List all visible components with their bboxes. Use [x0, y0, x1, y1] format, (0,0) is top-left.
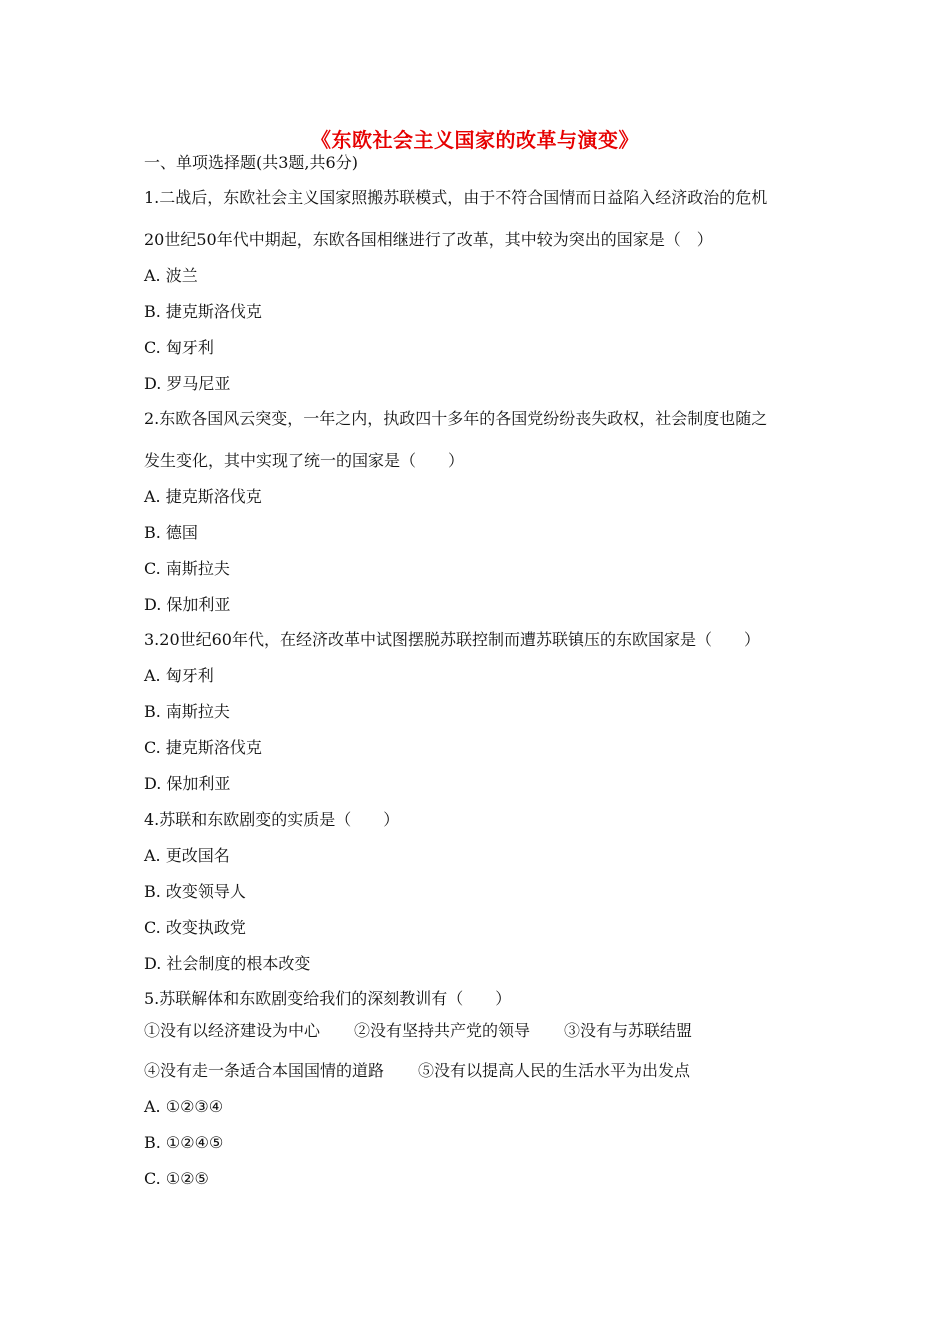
q2-stem-line1: 2.东欧各国风云突变，一年之内，执政四十多年的各国党纷纷丧失政权，社会制度也随之: [144, 409, 768, 428]
q2-option-a: A. 捷克斯洛伐克: [144, 487, 262, 506]
q1-option-d: D. 罗马尼亚: [144, 374, 231, 393]
q5-statements-row2: [144, 1061, 690, 1081]
q4-option-d: D. 社会制度的根本改变: [144, 954, 311, 973]
q2-option-d: D. 保加利亚: [144, 595, 231, 614]
q2-option-b: B. 德国: [144, 523, 198, 542]
q4-stem-line1: 4.苏联和东欧剧变的实质是（ ）: [144, 810, 400, 829]
q5-statements-row1: [144, 1021, 692, 1041]
q5-option-b: B. ①②④⑤: [144, 1133, 224, 1152]
q3-option-c: C. 捷克斯洛伐克: [144, 738, 262, 757]
q3-option-a: A. 匈牙利: [144, 666, 214, 685]
q5-stem-line1: 5.苏联解体和东欧剧变给我们的深刻教训有（ ）: [144, 989, 512, 1008]
q5-statement-4: ④没有走一条适合本国国情的道路: [144, 1061, 385, 1080]
q5-option-a: A. ①②③④: [144, 1097, 224, 1116]
q5-statement-1: ①没有以经济建设为中心: [144, 1021, 321, 1040]
q5-statement-3: ③没有与苏联结盟: [564, 1021, 693, 1040]
q2-stem-line2: 发生变化，其中实现了统一的国家是（ ）: [144, 451, 465, 470]
q5-statement-2: ②没有坚持共产党的领导: [354, 1021, 531, 1040]
q3-option-b: B. 南斯拉夫: [144, 702, 230, 721]
q4-option-c: C. 改变执政党: [144, 918, 246, 937]
q4-option-b: B. 改变领导人: [144, 882, 246, 901]
section-heading: 一、单项选择题(共3题,共6分): [144, 153, 358, 172]
document-title: 《东欧社会主义国家的改革与演变》: [311, 128, 639, 152]
q5-statement-5: ⑤没有以提高人民的生活水平为出发点: [418, 1061, 691, 1080]
q2-option-c: C. 南斯拉夫: [144, 559, 230, 578]
q3-option-d: D. 保加利亚: [144, 774, 231, 793]
q1-option-a: A. 波兰: [144, 266, 198, 285]
q1-option-c: C. 匈牙利: [144, 338, 214, 357]
q1-stem-line2: 20世纪50年代中期起，东欧各国相继进行了改革，其中较为突出的国家是（ ）: [144, 230, 713, 249]
q5-option-c: C. ①②⑤: [144, 1169, 209, 1188]
q3-stem-line1: 3.20世纪60年代，在经济改革中试图摆脱苏联控制而遭苏联镇压的东欧国家是（ ）: [144, 630, 760, 649]
q1-option-b: B. 捷克斯洛伐克: [144, 302, 262, 321]
q4-option-a: A. 更改国名: [144, 846, 230, 865]
q1-stem-line1: 1.二战后，东欧社会主义国家照搬苏联模式，由于不符合国情而日益陷入经济政治的危机: [144, 188, 768, 207]
